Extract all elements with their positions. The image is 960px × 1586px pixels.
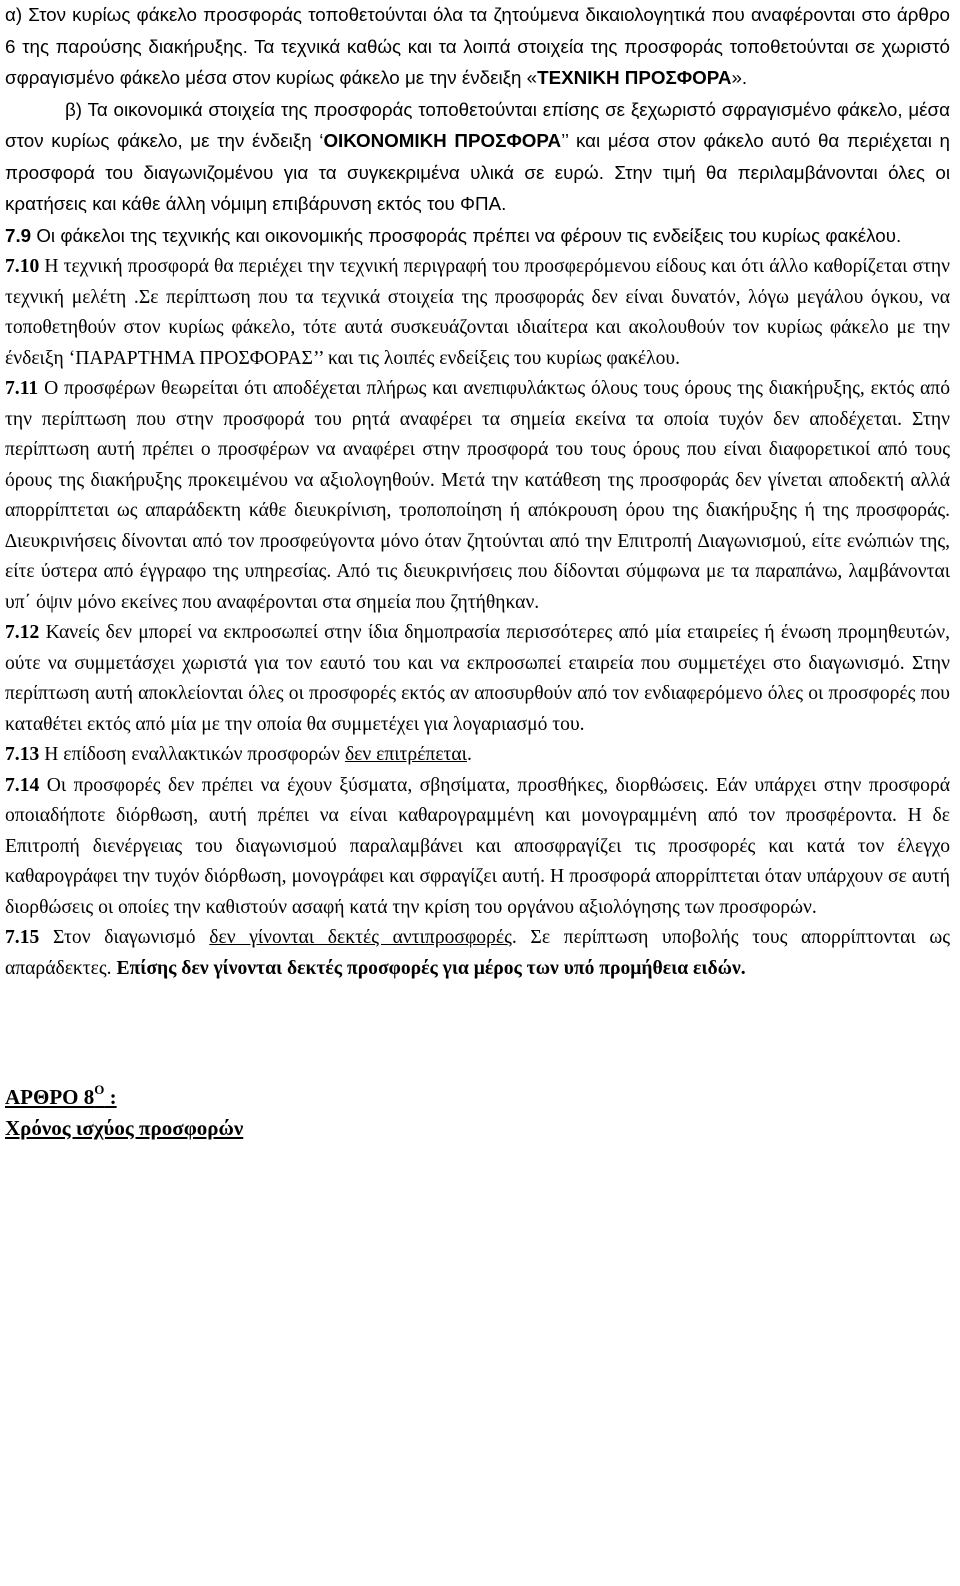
clause-text: Ο προσφέρων θεωρείται ότι αποδέχεται πλήρως και ανεπιφυλάκτως όλους τους όρους της διακήρυξης, εκτός από την περίπτωση που στην προσφορά του ρητά αναφέρει τα σημεία εκείνα τα οποία τυχόν δεν αποδέχεται. Στην περίπτωση αυτή πρέπει ο προσφέρων να αναφέρει στην προσφορά του τους όρους που είναι διαφορετικοί από τους όρους της διακήρυξης προκειμένου να αξιολογηθούν. Μετά την κατάθεση της προσφοράς δεν γίνεται αποδεκτή αλλά απορρίπτεται ως απαράδεκτη κάθε διευκρίνιση, τροποποίηση ή απόκρουση όρου της διακήρυξης ή της προσφοράς. ∆ιευκρινήσεις δίνονται από τον προσφεύγοντα μόνο όταν ζητούνται από την Επιτροπή ∆ιαγωνισμού, είτε ενώπιών της, είτε ύστερα από έγγραφο της υπηρεσίας. Από τις διευκρινήσεις που δίδονται σύμφωνα με τα παραπάνω, λαμβάνονται υπ΄ όψιν μόνο εκείνες που αναφέρονται στα σημεία που ζητήθηκαν. [5,378,950,613]
vertical-spacer [5,984,950,1077]
article-superscript: Ο [94,1082,105,1097]
clause-end: . [466,744,472,765]
clause-number: 7.11 [5,378,39,399]
clause-7-10 [5,252,950,374]
not-allowed-text: δεν επιτρέπεται [344,744,467,765]
clause-7-14 [5,771,950,924]
paragraph-a-text: α) Στον κυρίως φάκελο προσφοράς τοποθετούνται όλα τα ζητούμενα δικαιολογητικά που αναφέρονται στο άρθρο 6 της παρούσης διακήρυξης. Τα τεχνικά καθώς και τα λοιπά στοιχεία της προσφοράς τοποθετούνται σε χωριστό σφραγισμένο φάκελο μέσα στον κυρίως φάκελο με την ένδειξη « [5,4,950,88]
clause-text: Η επίδοση εναλλακτικών προσφορών [39,744,345,765]
financial-offer-label: ΟΙΚΟΝΟΜΙΚΗ ΠΡΟΣΦΟΡΑ [323,130,562,151]
article-heading [5,1077,950,1113]
clause-text-2: . Σε περίπτωση υποβολής τους απορρίπτονται ως απαράδεκτες. [5,927,950,979]
clause-number: 7.13 [5,744,40,765]
clause-7-15 [5,923,950,984]
technical-offer-label: ΤΕΧΝΙΚΗ ΠΡΟΣΦΟΡΑ [537,67,732,88]
clause-7-12 [5,618,950,740]
counteroffers-text: δεν γίνονται δεκτές αντιπροσφορές [209,927,512,948]
paragraph-b [5,95,950,221]
clause-number: 7.10 [5,256,40,277]
paragraph-a-end: ». [731,67,748,88]
clause-number: 7.12 [5,622,40,643]
clause-7-11 [5,374,950,618]
paragraph-b-end: ’’ και μέσα στον φάκελο αυτό θα περιέχεται η προσφορά του διαγωνιζομένου για τα συγκεκριμένα υλικά σε ευρώ. Στην τιμή θα περιλαμβάνονται όλες οι κρατήσεις και κάθε άλλη νόμιμη επιβάρυνση εκτός του ΦΠΑ. [5,130,950,214]
article-heading-text [5,1082,117,1109]
clause-number: 7.9 [5,224,32,246]
paragraph-a [5,0,950,95]
clause-text: Κανείς δεν μπορεί να εκπροσωπεί στην ίδια δημοπρασία περισσότερες από μία εταιρείες ή ένωση προμηθευτών, ούτε να συμμετάσχει χωριστά για τον εαυτό του και να εκπροσωπεί εταιρεία που συμμετέχει στο διαγωνισμό. Στην περίπτωση αυτή αποκλείονται όλες οι προσφορές εκτός αν αποσυρθούν από τον ενδιαφερόμενο όλες οι προσφορές που καταθέτει εκτός από μία με την οποία θα συμμετέχει για λογαριασμό του. [5,622,950,735]
clause-text: Η τεχνική προσφορά θα περιέχει την τεχνική περιγραφή του προσφερόμενου είδους και ότι άλλο καθορίζεται στην τεχνική μελέτη .Σε περίπτωση που τα τεχνικά στοιχεία της προσφοράς δεν είναι δυνατόν, λόγω μεγάλου όγκου, να τοποθετηθούν στον κυρίως φάκελο, τότε αυτά συσκευάζονται ιδιαίτερα και ακολουθούν τον κυρίως φάκελο με την ένδειξη ‘ΠΑΡΑΡΤΗΜΑ ΠΡΟΣΦΟΡΑΣ’’ και τις λοιπές ενδείξεις του κυρίως φακέλου. [5,256,950,369]
paragraph-b-text: β) Τα οικονομικά στοιχεία της προσφοράς τοποθετούνται επίσης σε ξεχωριστό σφραγισμένο φάκελο, μέσα στον κυρίως φάκελο, με την ένδειξη ‘ [5,98,950,151]
clause-number: 7.14 [5,774,40,796]
clause-7-13 [5,740,950,771]
clause-7-9 [5,221,950,253]
clause-text: Στον διαγωνισμό [39,927,210,948]
article-title: ΑΡΘΡΟ 8 [5,1085,95,1109]
clause-bold-text: Επίσης δεν γίνονται δεκτές προσφορές για μέρος των υπό προμήθεια ειδών. [116,957,746,979]
document-page [5,0,950,1143]
article-subtitle-text: Χρόνος ισχύος προσφορών [5,1115,244,1140]
clause-text: Οι προσφορές δεν πρέπει να έχουν ξύσματα, σβησίματα, προσθήκες, διορθώσεις. Εάν υπάρχει στην προσφορά οποιαδήποτε διόρθωση, αυτή πρέπει να είναι καθαρογραμμένη και μονογραμμένη από τον προσφέροντα. Η δε Επιτροπή διενέργειας του διαγωνισμού παραλαμβάνει και αποσφραγίζει τις προσφορές και κατά τον έλεγχο καθαρογράφει την τυχόν διόρθωση, μονογράφει και σφραγίζει αυτή. Η προσφορά απορρίπτεται όταν υπάρχουν σε αυτή διορθώσεις οι οποίες την καθιστούν ασαφή κατά την κρίση του οργάνου αξιολόγησης των προσφορών. [5,774,950,918]
clause-text: Οι φάκελοι της τεχνικής και οικονομικής προσφοράς πρέπει να φέρουν τις ενδείξεις του κυρίως φακέλου. [31,224,902,246]
article-colon: : [104,1085,117,1109]
clause-number: 7.15 [5,927,40,948]
article-subtitle [5,1113,950,1144]
